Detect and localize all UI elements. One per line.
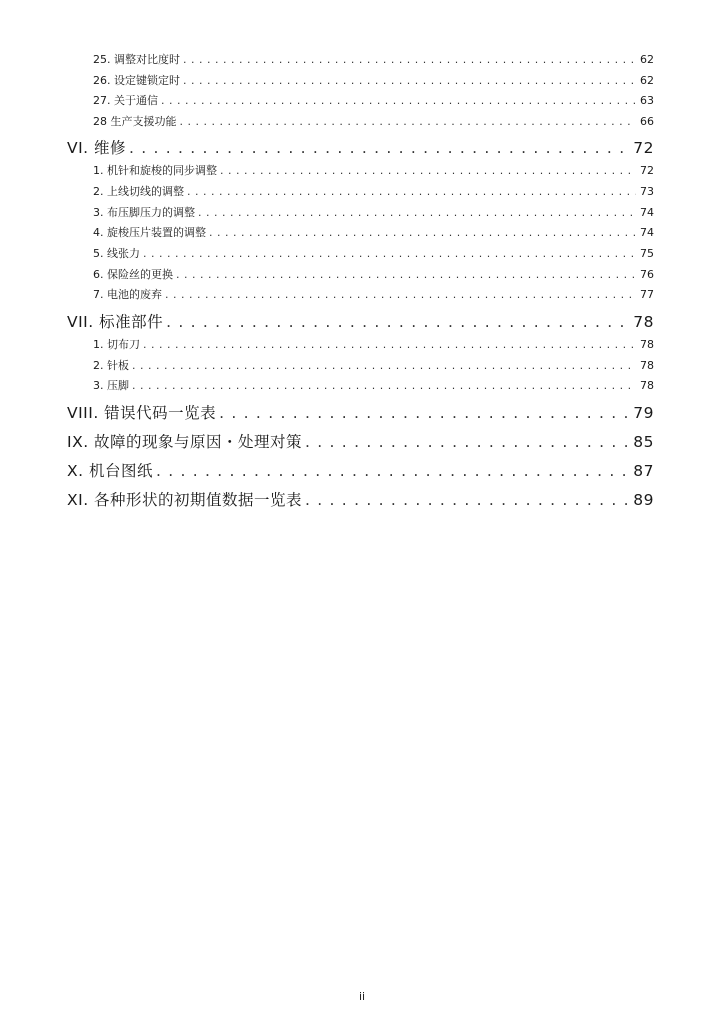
- toc-entry-page: 62: [640, 74, 654, 87]
- toc-entry-label: 25. 调整对比度时: [93, 53, 180, 66]
- toc-entry-page: 74: [640, 226, 654, 239]
- page-number-footer: ii: [358, 990, 366, 1003]
- dot-leader: [183, 53, 636, 66]
- dot-leader: [161, 94, 636, 107]
- dot-leader: [219, 404, 629, 422]
- toc-entry-page: 78: [640, 338, 654, 351]
- toc-entry-vi-2[interactable]: [93, 183, 654, 199]
- dot-leader: [132, 379, 636, 392]
- dot-leader: [305, 491, 629, 509]
- dot-leader: [209, 226, 636, 239]
- toc-entry-label: 27. 关于通信: [93, 94, 158, 107]
- toc-entry-page: 72: [640, 164, 654, 177]
- toc-entry-label: 28 生产支援功能: [93, 115, 177, 128]
- toc-entry-page: 75: [640, 247, 654, 260]
- toc-section-label: VI. 维修: [67, 139, 127, 157]
- toc-section-viii[interactable]: [67, 401, 654, 423]
- dot-leader: [180, 115, 637, 128]
- toc-entry-vi-5[interactable]: [93, 245, 654, 261]
- toc-section-label: IX. 故障的现象与原因・处理对策: [67, 433, 303, 451]
- toc-entry-label: 6. 保险丝的更换: [93, 268, 173, 281]
- dot-leader: [176, 268, 636, 281]
- toc-section-page: 89: [633, 491, 654, 509]
- toc-section-page: 78: [633, 313, 654, 331]
- toc-entry-label: 5. 线张力: [93, 247, 140, 260]
- toc-section-x[interactable]: [67, 459, 654, 481]
- dot-leader: [198, 206, 636, 219]
- toc-entry-label: 3. 布压脚压力的调整: [93, 206, 195, 219]
- dot-leader: [187, 185, 636, 198]
- toc-section-ix[interactable]: [67, 430, 654, 452]
- dot-leader: [220, 164, 636, 177]
- toc-section-page: 87: [633, 462, 654, 480]
- toc-entry-vii-3[interactable]: [93, 377, 654, 393]
- dot-leader: [165, 288, 636, 301]
- toc-entry-v-27[interactable]: [93, 92, 654, 108]
- toc-entry-page: 62: [640, 53, 654, 66]
- toc-section-xi[interactable]: [67, 488, 654, 510]
- toc-entry-label: 2. 针板: [93, 359, 129, 372]
- toc-section-page: 79: [633, 404, 654, 422]
- toc-entry-page: 63: [640, 94, 654, 107]
- toc-section-label: VII. 标准部件: [67, 313, 164, 331]
- toc-entry-v-28[interactable]: [93, 113, 654, 129]
- toc-section-label: X. 机台图纸: [67, 462, 153, 480]
- toc-entry-page: 76: [640, 268, 654, 281]
- toc-entry-vii-2[interactable]: [93, 357, 654, 373]
- toc-entry-label: 4. 旋梭压片装置的调整: [93, 226, 206, 239]
- toc-entry-vi-6[interactable]: [93, 266, 654, 282]
- toc-section-label: XI. 各种形状的初期值数据一览表: [67, 491, 303, 509]
- dot-leader: [129, 139, 629, 157]
- toc-section-vii[interactable]: [67, 310, 654, 332]
- toc-entry-page: 78: [640, 379, 654, 392]
- dot-leader: [143, 338, 636, 351]
- toc-section-page: 72: [633, 139, 654, 157]
- dot-leader: [156, 462, 629, 480]
- toc-entry-vi-3[interactable]: [93, 204, 654, 220]
- toc-section-vi[interactable]: [67, 136, 654, 158]
- toc-entry-vii-1[interactable]: [93, 336, 654, 352]
- toc-entry-page: 77: [640, 288, 654, 301]
- toc-entry-v-25[interactable]: [93, 51, 654, 67]
- toc-entry-vi-4[interactable]: [93, 224, 654, 240]
- toc-entry-label: 1. 机针和旋梭的同步调整: [93, 164, 217, 177]
- dot-leader: [143, 247, 636, 260]
- toc-section-page: 85: [633, 433, 654, 451]
- dot-leader: [183, 74, 636, 87]
- toc-entry-vi-1[interactable]: [93, 162, 654, 178]
- toc-entry-v-26[interactable]: [93, 72, 654, 88]
- dot-leader: [132, 359, 636, 372]
- toc-entry-page: 74: [640, 206, 654, 219]
- toc-entry-page: 73: [640, 185, 654, 198]
- toc-entry-page: 78: [640, 359, 654, 372]
- toc-entry-label: 26. 设定键锁定时: [93, 74, 180, 87]
- toc-entry-label: 2. 上线切线的调整: [93, 185, 184, 198]
- toc-entry-vi-7[interactable]: [93, 286, 654, 302]
- toc-entry-page: 66: [640, 115, 654, 128]
- toc-entry-label: 7. 电池的废弃: [93, 288, 162, 301]
- toc-entry-label: 3. 压脚: [93, 379, 129, 392]
- dot-leader: [305, 433, 629, 451]
- toc-section-label: VIII. 错误代码一览表: [67, 404, 217, 422]
- dot-leader: [166, 313, 629, 331]
- toc-entry-label: 1. 切布刀: [93, 338, 140, 351]
